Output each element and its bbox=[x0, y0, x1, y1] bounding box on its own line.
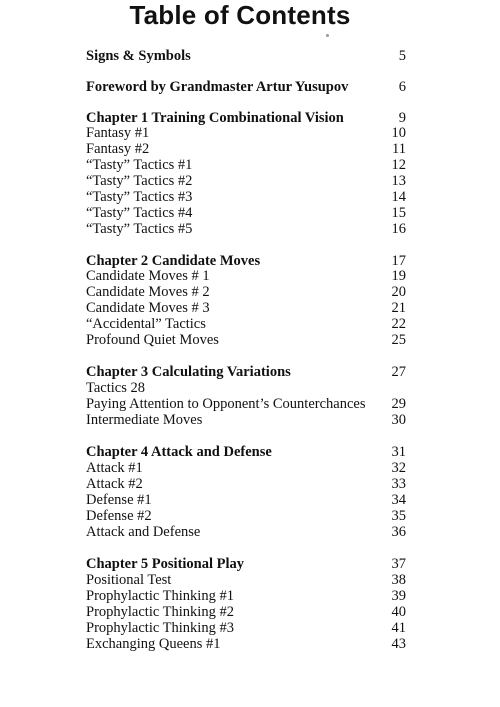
toc-entry-label: Chapter 1 Training Combinational Vision bbox=[86, 110, 344, 126]
toc-entry bbox=[86, 524, 406, 540]
toc-entry-label: Signs & Symbols bbox=[86, 48, 191, 64]
toc-entry bbox=[86, 604, 406, 620]
toc-entry bbox=[86, 636, 406, 652]
toc-page-number: 39 bbox=[391, 588, 406, 604]
toc-page-number: 6 bbox=[398, 79, 406, 95]
toc-entry bbox=[86, 205, 406, 221]
toc-entry-label: Chapter 3 Calculating Variations bbox=[86, 364, 291, 380]
toc-entry-label: Candidate Moves # 1 bbox=[86, 268, 210, 284]
toc-entry bbox=[86, 332, 406, 348]
toc-page-number: 41 bbox=[391, 620, 406, 636]
toc-entry bbox=[86, 396, 406, 412]
toc-page-number: 37 bbox=[391, 556, 406, 572]
toc-entry-label: Prophylactic Thinking #2 bbox=[86, 604, 234, 620]
toc-entry-label: Fantasy #2 bbox=[86, 141, 150, 157]
toc-entry bbox=[86, 588, 406, 604]
toc-heading bbox=[86, 444, 406, 460]
toc-entry-label: Exchanging Queens #1 bbox=[86, 636, 221, 652]
toc-entry-label: Chapter 4 Attack and Defense bbox=[86, 444, 272, 460]
toc-page-number: 20 bbox=[391, 284, 406, 300]
toc-page-number: 9 bbox=[398, 110, 406, 126]
toc-page-number: 29 bbox=[391, 396, 406, 412]
toc-page-number: 12 bbox=[391, 157, 406, 173]
toc-page-number: 21 bbox=[391, 300, 406, 316]
toc-entry-label: Attack #1 bbox=[86, 460, 143, 476]
toc-entry-label: “Tasty” Tactics #2 bbox=[86, 173, 193, 189]
toc-entry-label: Foreword by Grandmaster Artur Yusupov bbox=[86, 79, 349, 95]
toc-entry-label: Profound Quiet Moves bbox=[86, 332, 219, 348]
toc-page-number: 13 bbox=[391, 173, 406, 189]
toc-entry bbox=[86, 173, 406, 189]
toc-entry-label: Defense #1 bbox=[86, 492, 152, 508]
toc-page-number: 11 bbox=[392, 141, 406, 157]
page-title: Table of Contents bbox=[129, 0, 351, 30]
toc-page-number: 35 bbox=[391, 508, 406, 524]
toc-entry bbox=[86, 572, 406, 588]
toc-entry bbox=[86, 300, 406, 316]
toc-entry-label: Attack #2 bbox=[86, 476, 143, 492]
toc-page-number: 31 bbox=[391, 444, 406, 460]
toc-page-number: 5 bbox=[398, 48, 406, 64]
toc-page-number: 16 bbox=[391, 221, 406, 237]
toc-entry-label: Prophylactic Thinking #1 bbox=[86, 588, 234, 604]
toc-heading bbox=[86, 364, 406, 380]
toc-page-number: 38 bbox=[391, 572, 406, 588]
toc-entry bbox=[86, 412, 406, 428]
toc-page-number: 33 bbox=[391, 476, 406, 492]
toc-heading bbox=[86, 253, 406, 269]
toc-entry-label: Candidate Moves # 3 bbox=[86, 300, 210, 316]
toc-entry bbox=[86, 141, 406, 157]
toc-entry-label: “Tasty” Tactics #4 bbox=[86, 205, 193, 221]
toc-entry-label: Chapter 5 Positional Play bbox=[86, 556, 245, 572]
toc-entry-label: “Tasty” Tactics #1 bbox=[86, 157, 193, 173]
toc-page-number: 22 bbox=[391, 316, 406, 332]
toc-entry bbox=[86, 476, 406, 492]
toc-page-number: 15 bbox=[391, 205, 406, 221]
toc-entry bbox=[86, 189, 406, 205]
toc-entry-label: Candidate Moves # 2 bbox=[86, 284, 210, 300]
toc-entry-label: Attack and Defense bbox=[86, 524, 201, 540]
toc-page-number: 19 bbox=[391, 268, 406, 284]
toc-entry bbox=[86, 268, 406, 284]
toc-page-number: 27 bbox=[391, 364, 406, 380]
toc-page-number: 43 bbox=[391, 636, 406, 652]
toc-page-number: 32 bbox=[391, 460, 406, 476]
toc-entry bbox=[86, 125, 406, 141]
toc-page-number: 17 bbox=[391, 253, 406, 269]
toc-entry-label: “Tasty” Tactics #5 bbox=[86, 221, 193, 237]
toc-entry-label: “Accidental” Tactics bbox=[86, 316, 206, 332]
toc-page-number: 36 bbox=[391, 524, 406, 540]
toc-entry bbox=[86, 221, 406, 237]
toc-page-number: 10 bbox=[391, 125, 406, 141]
toc-entry bbox=[86, 508, 406, 524]
toc-heading bbox=[86, 110, 406, 126]
toc-page-number: 14 bbox=[391, 189, 406, 205]
toc-page-number: 25 bbox=[391, 332, 406, 348]
toc-entry bbox=[86, 157, 406, 173]
toc-entry bbox=[86, 284, 406, 300]
toc-entry-label: Tactics 28 bbox=[86, 380, 145, 396]
toc-entry bbox=[86, 492, 406, 508]
toc-entry bbox=[86, 380, 406, 396]
toc-entry bbox=[86, 620, 406, 636]
toc-entry-label: Prophylactic Thinking #3 bbox=[86, 620, 234, 636]
toc-page-number: 30 bbox=[391, 412, 406, 428]
toc-entry-label: Intermediate Moves bbox=[86, 412, 203, 428]
toc-entry-label: Fantasy #1 bbox=[86, 125, 150, 141]
toc-page-number: 34 bbox=[391, 492, 406, 508]
toc-page-number: 40 bbox=[391, 604, 406, 620]
toc-heading bbox=[86, 48, 406, 64]
toc-entry-label: Chapter 2 Candidate Moves bbox=[86, 253, 261, 269]
toc-entry-label: Defense #2 bbox=[86, 508, 152, 524]
toc-entry-label: Paying Attention to Opponent’s Counterchances bbox=[86, 396, 366, 412]
toc-entry bbox=[86, 460, 406, 476]
toc-entry-label: “Tasty” Tactics #3 bbox=[86, 189, 193, 205]
toc-entry-label: Positional Test bbox=[86, 572, 172, 588]
toc-heading bbox=[86, 79, 406, 95]
toc-heading bbox=[86, 556, 406, 572]
toc-entry bbox=[86, 316, 406, 332]
